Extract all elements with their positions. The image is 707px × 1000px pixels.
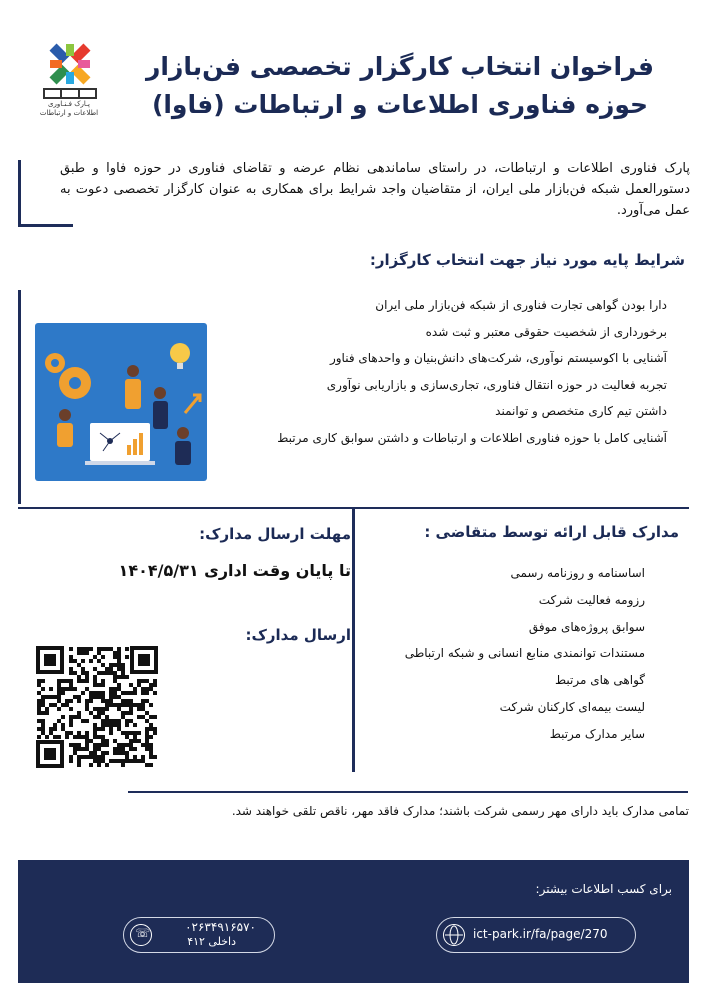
requirements-accent-bar [18, 290, 21, 504]
document-item: سایر مدارک مرتبط [549, 726, 645, 741]
deadline-title: مهلت ارسال مدارک: [199, 525, 351, 543]
document-item: سوابق پروژه‌های موفق [528, 619, 645, 634]
page-title [120, 48, 680, 124]
note-divider [128, 791, 688, 793]
intro-accent-bar [18, 160, 21, 224]
phone-icon: ☏ [130, 924, 152, 946]
intro-accent-line [18, 224, 73, 227]
stamp-note: تمامی مدارک باید دارای مهر رسمی شرکت باشند؛ مدارک فاقد مهر، ناقص تلقی خواهند شد. [231, 804, 689, 818]
website-url: ict-park.ir/fa/page/270 [473, 927, 608, 941]
documents-title: مدارک قابل ارائه توسط متقاضی : [424, 523, 679, 541]
requirement-item: برخورداری از شخصیت حقوقی معتبر و ثبت شده [425, 324, 667, 339]
qr-code[interactable] [36, 646, 158, 768]
requirement-item: آشنایی کامل با حوزه فناوری اطلاعات و ارتباطات و داشتن سوابق کاری مرتبط [277, 430, 667, 445]
phone-extension: داخلی ۴۱۲ [187, 935, 236, 948]
website-link[interactable] [436, 917, 636, 953]
title-line-2: حوزه فناوری اطلاعات و ارتباطات (فاوا) [151, 90, 649, 119]
deadline-value: تا پایان وقت اداری ۱۴۰۴/۵/۳۱ [118, 561, 351, 580]
title-line-1: فراخوان انتخاب کارگزار تخصصی فن‌بازار [146, 52, 654, 81]
documents-list [385, 560, 645, 748]
intro-paragraph: پارک فناوری اطلاعات و ارتباطات، در راستای ساماندهی نظام عرضه و تقاضای فناوری در حوزه فاوا و طبق دستورالعمل شبکه فن‌بازار ملی ایران، از متقاضیان واجد شرایط برای همکاری به عنوان کارگزار تخصصی دعوت به عمل می‌آورد. [60, 161, 690, 218]
footer-label: برای کسب اطلاعات بیشتر: [535, 882, 672, 896]
document-item: رزومه فعالیت شرکت [538, 592, 645, 607]
requirement-item: تجربه فعالیت در حوزه انتقال فناوری، تجاری‌سازی و بازاریابی نوآوری [326, 377, 667, 392]
requirement-item: آشنایی با اکوسیستم نوآوری، شرکت‌های دانش‌بنیان و واحدهای فناور [329, 351, 667, 365]
send-documents-title: ارسال مدارک: [245, 626, 351, 644]
phone-number: ۰۲۶۳۴۹۱۶۵۷۰ [185, 920, 256, 934]
column-divider [352, 508, 355, 772]
document-item: لیست بیمه‌ای کارکنان شرکت [499, 699, 645, 714]
globe-icon [443, 924, 465, 946]
teamwork-illustration [35, 323, 207, 481]
document-item: گواهی های مرتبط [555, 673, 645, 688]
requirement-item: داشتن تیم کاری متخصص و توانمند [495, 404, 667, 418]
phone-contact[interactable] [123, 917, 275, 953]
document-item: مستندات توانمندی منابع انسانی و شبکه ارتباطی [404, 646, 645, 661]
document-item: اساسنامه و روزنامه رسمی [510, 566, 645, 580]
requirements-title: شرایط پایه مورد نیاز جهت انتخاب کارگزار: [369, 251, 685, 269]
requirements-list [267, 292, 667, 451]
logo-caption: پـارک فـنـاوری اطلاعات و ارتباطات [39, 100, 99, 117]
requirement-item: دارا بودن گواهی تجارت فناوری از شبکه فن‌بازار ملی ایران [375, 298, 667, 312]
